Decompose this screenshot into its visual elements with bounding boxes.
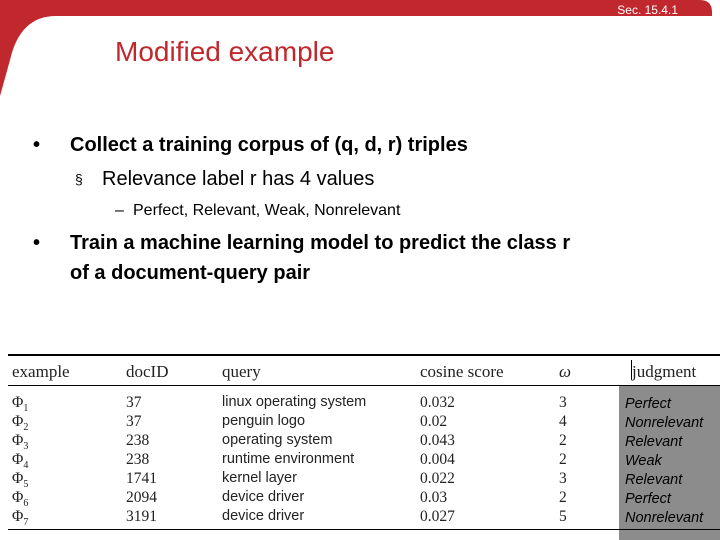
bullet-dot-icon: • (33, 232, 41, 254)
bullet-text-line-2: of a document-query pair (70, 262, 311, 284)
column-header-omega: ω (559, 362, 572, 381)
bullet-text-line-1: Train a machine learning model to predict the class r (70, 232, 571, 254)
cell-cosine: 0.032 (420, 394, 455, 411)
cell-cosine: 0.004 (420, 451, 455, 468)
cell-cosine: 0.022 (420, 470, 455, 487)
cell-docid: 1741 (126, 470, 157, 487)
cell-query: device driver (222, 508, 305, 524)
corner-swoosh-decoration (0, 0, 720, 100)
column-header-judgment: judgment (632, 362, 697, 381)
cell-example: $\Phi_3$ (12, 432, 29, 453)
cell-docid: 37 (126, 394, 142, 411)
cell-judgment: Nonrelevant (625, 415, 704, 431)
cell-docid: 37 (126, 413, 142, 430)
cell-query: operating system (222, 432, 333, 448)
section-bullet-icon: § (75, 171, 83, 187)
section-reference: Sec. 15.4.1 (617, 3, 678, 17)
table-bottom-rule (8, 529, 720, 530)
cell-omega: 2 (559, 432, 567, 449)
cell-example: $\Phi_1$ (12, 394, 29, 415)
sub-bullet-relevance-label (75, 166, 375, 192)
cell-omega: 2 (559, 489, 567, 506)
cell-judgment: Nonrelevant (625, 510, 704, 526)
bullet-collect-corpus (33, 130, 468, 160)
bullet-train-model-continuation (70, 258, 310, 288)
cell-example: $\Phi_5$ (12, 470, 29, 491)
cell-query: kernel layer (222, 470, 297, 486)
cell-omega: 3 (559, 470, 567, 487)
cell-example: $\Phi_2$ (12, 413, 29, 434)
column-header-cosine-score: cosine score (420, 362, 504, 381)
cell-example: $\Phi_6$ (12, 489, 29, 510)
cell-docid: 3191 (126, 508, 157, 525)
cell-judgment: Perfect (625, 396, 671, 412)
bullet-train-model (33, 228, 571, 258)
bullet-text: Collect a training corpus of (q, d, r) triples (70, 134, 468, 156)
column-header-query: query (222, 362, 261, 381)
column-header-example: example (12, 362, 70, 381)
cell-example: $\Phi_7$ (12, 508, 29, 529)
bullet-dot-icon: • (33, 134, 41, 156)
cell-cosine: 0.043 (420, 432, 455, 449)
cell-cosine: 0.03 (420, 489, 448, 506)
cell-query: device driver (222, 489, 305, 505)
sub-sub-bullet-text: Perfect, Relevant, Weak, Nonrelevant (133, 202, 401, 219)
cell-judgment: Perfect (625, 491, 671, 507)
cell-cosine: 0.027 (420, 508, 455, 525)
cell-query: linux operating system (222, 394, 367, 410)
cell-judgment: Weak (625, 453, 662, 469)
cell-query: runtime environment (222, 451, 355, 467)
sub-sub-bullet-values (115, 200, 401, 222)
sub-bullet-text: Relevance label r has 4 values (102, 168, 375, 190)
dash-bullet-icon: – (115, 202, 124, 219)
cell-omega: 4 (559, 413, 567, 430)
cell-docid: 238 (126, 432, 150, 449)
table-header-rule (8, 385, 720, 386)
cell-query: penguin logo (222, 413, 306, 429)
slide-title: Modified example (115, 36, 335, 67)
cell-omega: 5 (559, 508, 567, 525)
cell-judgment: Relevant (625, 434, 683, 450)
cell-omega: 2 (559, 451, 567, 468)
cell-docid: 2094 (126, 489, 157, 506)
training-examples-table (8, 354, 720, 540)
table-top-rule (8, 354, 720, 356)
cell-judgment: Relevant (625, 472, 683, 488)
cell-omega: 3 (559, 394, 567, 411)
cell-example: $\Phi_4$ (12, 451, 29, 472)
cell-docid: 238 (126, 451, 150, 468)
cell-cosine: 0.02 (420, 413, 448, 430)
column-header-docid: docID (126, 362, 169, 381)
